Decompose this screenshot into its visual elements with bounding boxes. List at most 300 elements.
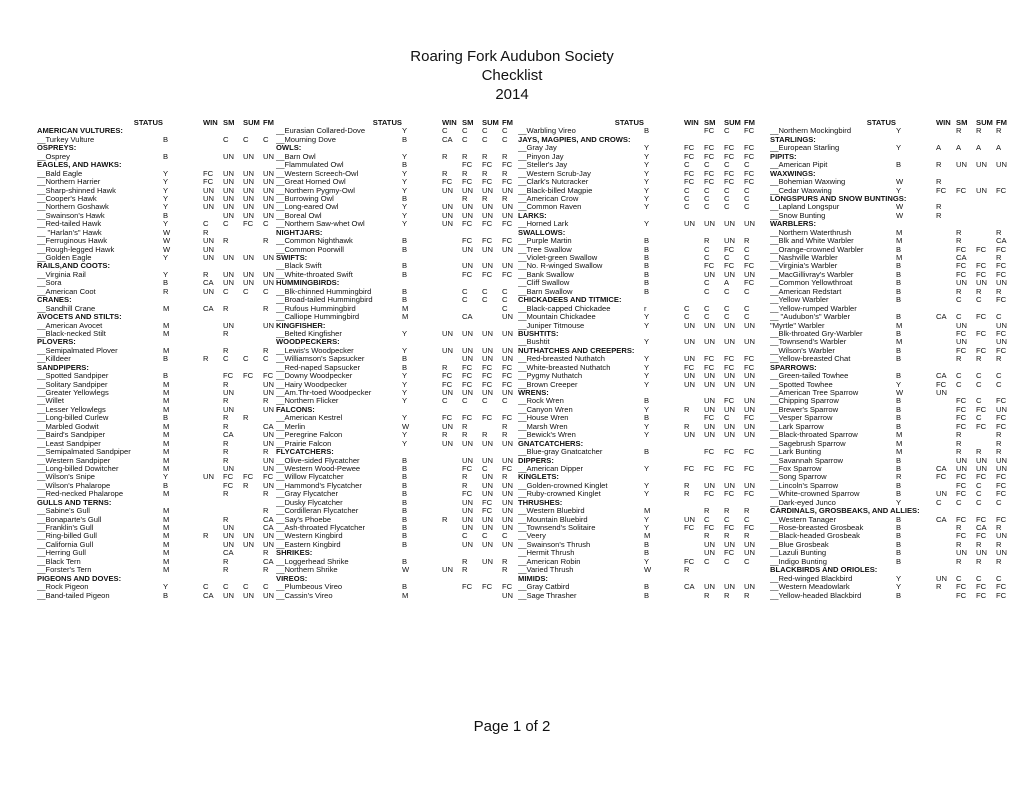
occurrence-code: UN <box>482 439 493 448</box>
species-row <box>276 440 522 448</box>
family-heading <box>770 566 1016 574</box>
occurrence-code: FC <box>482 498 493 507</box>
occurrence-code: UN <box>502 186 513 195</box>
species-row <box>770 457 1016 465</box>
occurrence-code: C <box>976 372 982 381</box>
occurrence-code <box>936 322 956 330</box>
occurrence-code: R <box>462 481 468 490</box>
occurrence-code: B <box>402 464 408 473</box>
occurrence-code: C <box>223 583 229 592</box>
species-row <box>276 532 522 540</box>
species-name: __Yellow Warbler <box>770 296 829 305</box>
species-row <box>37 322 283 330</box>
occurrence-code: UN <box>724 405 735 414</box>
species-row <box>276 212 522 220</box>
species-row <box>276 414 522 422</box>
species-name: __Cooper's Hawk <box>37 194 97 203</box>
occurrence-code <box>936 355 956 363</box>
occurrence-code: R <box>442 515 448 524</box>
occurrence-code: UN <box>243 254 254 262</box>
occurrence-code: B <box>896 296 902 305</box>
occurrence-code: B <box>402 540 408 549</box>
occurrence-code: FC <box>996 515 1007 524</box>
occurrence-code: FC <box>976 245 987 254</box>
occurrence-code: C <box>462 532 468 541</box>
occurrence-code <box>203 490 223 498</box>
occurrence-code: FC <box>704 414 715 423</box>
occurrence-code: UN <box>243 186 254 195</box>
species-name: __Long-eared Owl <box>276 203 339 212</box>
occurrence-code: UN <box>724 540 735 549</box>
occurrence-code: UN <box>976 549 987 558</box>
species-row <box>276 187 522 195</box>
occurrence-code: UN <box>482 515 493 524</box>
species-row <box>37 372 283 380</box>
species-row <box>37 566 283 574</box>
occurrence-code: Y <box>644 405 650 414</box>
occurrence-code: Y <box>163 186 169 195</box>
species-row <box>770 144 1016 152</box>
occurrence-code: UN <box>502 389 513 397</box>
occurrence-code: UN <box>223 540 234 549</box>
species-row <box>770 305 1016 313</box>
occurrence-code: FC <box>462 161 473 170</box>
species-row <box>518 381 764 389</box>
species-row <box>770 516 1016 524</box>
occurrence-code <box>936 541 956 549</box>
occurrence-code <box>442 465 462 473</box>
occurrence-code: UN <box>223 152 234 161</box>
occurrence-code: C <box>223 355 229 364</box>
species-row <box>770 592 1016 600</box>
occurrence-code: B <box>163 591 169 600</box>
species-row <box>276 262 522 270</box>
species-name: __Common Yellowthroat <box>770 279 853 288</box>
species-row <box>37 389 283 397</box>
occurrence-code: C <box>956 498 962 507</box>
occurrence-code: C <box>976 574 982 583</box>
species-name: __Rock Wren <box>518 397 564 406</box>
occurrence-code: B <box>896 557 902 566</box>
occurrence-code: FC <box>956 591 967 600</box>
occurrence-code: FC <box>996 245 1007 254</box>
family-heading <box>276 338 522 346</box>
species-row <box>770 541 1016 549</box>
occurrence-code <box>724 566 744 574</box>
species-row <box>37 229 283 237</box>
species-row <box>518 153 764 161</box>
species-name: __Swainson's Hawk <box>37 211 105 220</box>
occurrence-code: W <box>163 228 171 237</box>
occurrence-code: C <box>482 287 488 296</box>
species-row <box>37 482 283 490</box>
occurrence-code: R <box>976 557 982 566</box>
occurrence-code: C <box>704 203 710 212</box>
occurrence-code: R <box>203 270 209 279</box>
species-row <box>276 423 522 431</box>
occurrence-code: UN <box>936 490 947 499</box>
occurrence-code: Y <box>644 186 650 195</box>
occurrence-code: M <box>163 405 170 414</box>
occurrence-code: UN <box>704 583 715 592</box>
occurrence-code: R <box>956 431 962 440</box>
header-cell: STATUS <box>614 119 644 127</box>
family-heading <box>518 136 764 144</box>
occurrence-code: C <box>704 161 710 170</box>
occurrence-code <box>243 406 263 414</box>
occurrence-code: FC <box>502 363 513 372</box>
occurrence-code <box>936 397 956 405</box>
species-name: __Long-billed Dowitcher <box>37 464 119 473</box>
occurrence-code: C <box>482 296 488 305</box>
occurrence-code: UN <box>502 245 513 254</box>
species-name: __Western Kingbird <box>276 532 343 541</box>
occurrence-code: UN <box>263 194 274 203</box>
occurrence-code: C <box>223 287 229 296</box>
species-name: __Swainson's Thrush <box>518 540 591 549</box>
header-cell: WIN <box>203 119 218 127</box>
occurrence-code: FC <box>976 532 987 541</box>
occurrence-code: C <box>684 313 690 322</box>
occurrence-code <box>203 136 223 144</box>
species-row <box>518 549 764 557</box>
occurrence-code: M <box>163 431 170 440</box>
occurrence-code: M <box>896 237 903 246</box>
occurrence-code: UN <box>502 346 513 355</box>
occurrence-code: Y <box>402 203 408 212</box>
occurrence-code: Y <box>402 329 408 338</box>
species-row <box>518 558 764 566</box>
occurrence-code: M <box>896 254 903 262</box>
header-cell: SUM <box>976 119 993 127</box>
occurrence-code: UN <box>744 405 755 414</box>
occurrence-code <box>482 313 502 321</box>
occurrence-code: FC <box>462 237 473 246</box>
occurrence-code <box>243 389 263 397</box>
occurrence-code: FC <box>482 237 493 246</box>
occurrence-code: FC <box>704 178 715 187</box>
occurrence-code: Y <box>402 152 408 161</box>
species-name: __Herring Gull <box>37 549 86 558</box>
occurrence-code: FC <box>956 245 967 254</box>
occurrence-code: Y <box>896 186 902 195</box>
occurrence-code: FC <box>223 481 234 490</box>
occurrence-code: R <box>996 287 1002 296</box>
occurrence-code: UN <box>263 380 274 389</box>
occurrence-code: FC <box>502 464 513 473</box>
occurrence-code: UN <box>462 346 473 355</box>
species-name: __Greater Yellowlegs <box>37 389 109 397</box>
occurrence-code: Y <box>644 321 650 330</box>
occurrence-code: R <box>203 532 209 541</box>
occurrence-code: C <box>996 313 1002 322</box>
species-name: __Indigo Bunting <box>770 557 828 566</box>
occurrence-code: UN <box>724 321 735 330</box>
species-row <box>276 507 522 515</box>
species-name: __Hammond's Flycatcher <box>276 481 362 490</box>
occurrence-code: FC <box>482 507 493 516</box>
occurrence-code: B <box>402 194 408 203</box>
occurrence-code: B <box>644 245 650 254</box>
species-name: __Black-billed Magpie <box>518 186 593 195</box>
occurrence-code: UN <box>263 152 274 161</box>
occurrence-code: R <box>263 507 269 516</box>
header-cell: SUM <box>482 119 499 127</box>
occurrence-code: Y <box>644 161 650 170</box>
species-row <box>518 305 764 313</box>
occurrence-code: CA <box>936 313 947 322</box>
species-row <box>37 153 283 161</box>
occurrence-code: UN <box>684 321 695 330</box>
occurrence-code <box>956 178 976 186</box>
occurrence-code: R <box>223 414 229 423</box>
occurrence-code: C <box>462 287 468 296</box>
occurrence-code <box>203 389 223 397</box>
occurrence-code: B <box>402 262 408 271</box>
occurrence-code: B <box>163 355 169 364</box>
species-name: "Myrtle" Warbler <box>770 321 825 330</box>
occurrence-code <box>243 457 263 465</box>
occurrence-code: FC <box>462 363 473 372</box>
occurrence-code: UN <box>724 372 735 381</box>
occurrence-code <box>243 566 263 574</box>
occurrence-code: FC <box>724 169 735 178</box>
family-heading <box>518 229 764 237</box>
species-name: WAXWINGS: <box>770 169 816 178</box>
species-name: LONGSPURS AND SNOW BUNTINGS: <box>770 194 907 203</box>
species-row <box>37 524 283 532</box>
species-name: STARLINGS: <box>770 135 816 144</box>
occurrence-code: R <box>996 524 1002 532</box>
occurrence-code: UN <box>704 540 715 549</box>
occurrence-code <box>442 161 462 169</box>
species-name: __Rock Pigeon <box>37 583 89 592</box>
occurrence-code <box>442 305 462 313</box>
occurrence-code: FC <box>482 380 493 389</box>
occurrence-code: FC <box>956 186 967 195</box>
species-row <box>276 431 522 439</box>
occurrence-code <box>996 389 1016 397</box>
occurrence-code <box>936 414 956 422</box>
occurrence-code: C <box>263 220 269 229</box>
occurrence-code: C <box>243 583 249 592</box>
occurrence-code: C <box>996 380 1002 389</box>
occurrence-code: C <box>482 127 488 136</box>
occurrence-code: UN <box>996 405 1007 414</box>
occurrence-code: UN <box>223 203 234 212</box>
occurrence-code: C <box>976 296 982 305</box>
occurrence-code <box>243 448 263 456</box>
species-name: __Black-headed Grosbeak <box>770 532 860 541</box>
occurrence-code: B <box>644 397 650 406</box>
species-row <box>37 347 283 355</box>
occurrence-code: FC <box>744 262 755 271</box>
species-row <box>770 347 1016 355</box>
occurrence-code <box>223 229 243 237</box>
occurrence-code: UN <box>482 456 493 465</box>
occurrence-code: C <box>996 574 1002 583</box>
occurrence-code: UN <box>704 372 715 381</box>
species-name: __Willet <box>37 397 65 406</box>
occurrence-code: FC <box>243 473 254 482</box>
species-name: __Barn Owl <box>276 152 316 161</box>
occurrence-code: FC <box>744 490 755 499</box>
occurrence-code <box>243 423 263 431</box>
occurrence-code <box>936 246 956 254</box>
occurrence-code: UN <box>462 540 473 549</box>
occurrence-code: B <box>644 448 650 457</box>
species-name: __White-breasted Nuthatch <box>518 363 611 372</box>
occurrence-code: Y <box>402 211 408 220</box>
occurrence-code <box>976 203 996 211</box>
occurrence-code: FC <box>996 473 1007 482</box>
occurrence-code: CA <box>223 549 234 558</box>
occurrence-code: B <box>896 279 902 288</box>
occurrence-code <box>936 254 956 262</box>
occurrence-code: M <box>896 431 903 440</box>
species-row <box>37 305 283 313</box>
species-row <box>518 406 764 414</box>
occurrence-code: M <box>163 380 170 389</box>
occurrence-code: FC <box>462 414 473 423</box>
species-row <box>770 583 1016 591</box>
occurrence-code: FC <box>684 144 695 153</box>
occurrence-code <box>482 305 502 313</box>
family-heading <box>518 212 764 220</box>
occurrence-code: M <box>402 304 409 313</box>
occurrence-code: UN <box>223 169 234 178</box>
species-name: __Blk-throated Gry-Warbler <box>770 329 863 338</box>
header-cell: WIN <box>936 119 951 127</box>
occurrence-code: C <box>263 583 269 592</box>
species-row <box>276 271 522 279</box>
species-name: __Common Poorwill <box>276 245 344 254</box>
occurrence-code: UN <box>744 380 755 389</box>
species-name: __American Avocet <box>37 321 103 330</box>
species-name: __Northern Waterthrush <box>770 228 852 237</box>
occurrence-code <box>223 507 243 515</box>
occurrence-code: C <box>956 380 962 389</box>
occurrence-code: M <box>896 338 903 347</box>
family-heading <box>276 229 522 237</box>
species-name: __Lark Bunting <box>770 448 822 457</box>
occurrence-code <box>243 490 263 498</box>
occurrence-code: Y <box>644 524 650 532</box>
occurrence-code: FC <box>724 490 735 499</box>
occurrence-code: R <box>956 540 962 549</box>
occurrence-code <box>482 592 502 600</box>
occurrence-code: B <box>402 270 408 279</box>
family-heading <box>276 144 522 152</box>
species-name: __Yellow-headed Blackbird <box>770 591 862 600</box>
species-name: __Wilson's Phalarope <box>37 481 111 490</box>
occurrence-code: FC <box>724 245 735 254</box>
occurrence-code: FC <box>936 186 947 195</box>
occurrence-code <box>243 322 263 330</box>
species-row <box>276 465 522 473</box>
occurrence-code: R <box>223 329 229 338</box>
occurrence-code: R <box>956 287 962 296</box>
occurrence-code: UN <box>462 507 473 516</box>
occurrence-code <box>684 549 704 557</box>
species-name: __Prairie Falcon <box>276 439 332 448</box>
species-name: HUMMINGBIRDS: <box>276 279 340 288</box>
species-name: __Lark Sparrow <box>770 422 824 431</box>
occurrence-code: R <box>976 355 982 364</box>
species-name: __Yellow-rumped Warbler <box>770 304 857 313</box>
species-name: __Chipping Sparrow <box>770 397 839 406</box>
occurrence-code: FC <box>704 144 715 153</box>
occurrence-code: CA <box>976 524 987 532</box>
occurrence-code: R <box>744 532 750 541</box>
occurrence-code: W <box>402 422 410 431</box>
species-row <box>37 516 283 524</box>
occurrence-code: C <box>203 583 209 592</box>
occurrence-code: FC <box>744 355 755 364</box>
occurrence-code: Y <box>402 127 408 136</box>
occurrence-code: R <box>956 127 962 136</box>
occurrence-code: FC <box>936 473 947 482</box>
species-row <box>276 178 522 186</box>
occurrence-code: FC <box>482 414 493 423</box>
species-name: __Wilson's Snipe <box>37 473 96 482</box>
species-row <box>518 203 764 211</box>
occurrence-code: UN <box>203 186 214 195</box>
family-heading <box>276 254 522 262</box>
species-row <box>37 541 283 549</box>
occurrence-code: R <box>936 203 942 212</box>
occurrence-code <box>223 246 243 254</box>
occurrence-code <box>442 524 462 532</box>
species-row <box>37 136 283 144</box>
occurrence-code: Y <box>644 313 650 322</box>
family-heading <box>770 153 1016 161</box>
occurrence-code <box>956 389 976 397</box>
occurrence-code: UN <box>462 329 473 338</box>
occurrence-code: FC <box>684 464 695 473</box>
occurrence-code: B <box>896 422 902 431</box>
occurrence-code: UN <box>442 346 453 355</box>
species-row <box>770 254 1016 262</box>
occurrence-code: Y <box>896 144 902 153</box>
occurrence-code: UN <box>956 456 967 465</box>
occurrence-code: FC <box>502 583 513 592</box>
occurrence-code: UN <box>263 456 274 465</box>
occurrence-code: B <box>402 532 408 541</box>
occurrence-code: UN <box>263 279 274 288</box>
occurrence-code: UN <box>263 254 274 262</box>
occurrence-code: Y <box>402 414 408 423</box>
species-name: SHRIKES: <box>276 549 313 558</box>
occurrence-code: R <box>956 557 962 566</box>
species-name: __Barn Swallow <box>518 287 573 296</box>
occurrence-code: FC <box>442 380 453 389</box>
species-row <box>37 237 283 245</box>
occurrence-code: R <box>744 591 750 600</box>
species-name: __Black Tern <box>37 557 81 566</box>
species-name: __Fox Sparrow <box>770 464 822 473</box>
occurrence-code: R <box>684 405 690 414</box>
occurrence-code <box>684 507 704 515</box>
occurrence-code: C <box>263 135 269 144</box>
occurrence-code: R <box>976 287 982 296</box>
occurrence-code: FC <box>223 372 234 381</box>
species-name: __Mountain Chickadee <box>518 313 596 322</box>
occurrence-code: UN <box>684 515 695 524</box>
species-name: __Ring-billed Gull <box>37 532 97 541</box>
occurrence-code: B <box>163 152 169 161</box>
occurrence-code: Y <box>644 557 650 566</box>
